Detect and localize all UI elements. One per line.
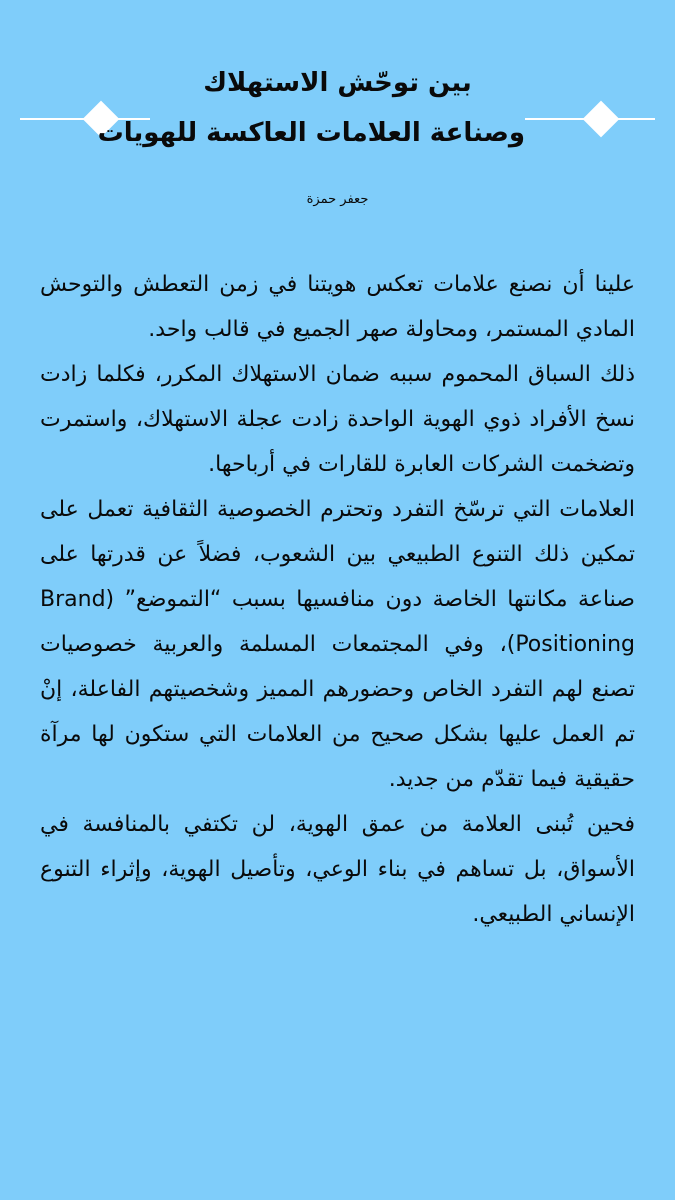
paragraph: فحين تُبنى العلامة من عمق الهوية، لن تكتفي بالمنافسة في الأسواق، بل تساهم في بناء الوعي، وتأصيل الهوية، وإثراء التنوع الإنساني الطبيعي.: [40, 812, 635, 927]
article-body: [40, 262, 635, 937]
diamond-ornament-icon: [583, 101, 620, 138]
title-line-1: بين توحّش الاستهلاك: [203, 68, 472, 98]
paragraph: علينا أن نصنع علامات تعكس هويتنا في زمن التعطش والتوحش المادي المستمر، ومحاولة صهر الجميع في قالب واحد.: [40, 272, 635, 342]
paragraph: ذلك السباق المحموم سببه ضمان الاستهلاك المكرر، فكلما زادت نسخ الأفراد ذوي الهوية الواحدة زادت عجلة الاستهلاك، واستمرت وتضخمت الشركات العابرة للقارات في أرباحها.: [40, 362, 635, 477]
paragraph: العلامات التي ترسّخ التفرد وتحترم الخصوصية الثقافية تعمل على تمكين ذلك التنوع الطبيعي بين الشعوب، فضلاً عن قدرتها على صناعة مكانتها الخاصة دون منافسيها بسبب “التموضع” (Brand Positioning)، وفي المجتمعات المسلمة والعربية خصوصيات تصنع لهم التفرد الخاص وحضورهم المميز وشخصيتهم الفاعلة، إنْ تم العمل عليها بشكل صحيح من العلامات التي ستكون لها مرآة حقيقية فيما تقدّم من جديد.: [40, 497, 635, 792]
title-line-2: وصناعة العلامات العاكسة للهويات: [97, 118, 525, 148]
article-title: [97, 58, 525, 158]
author-name: جعفر حمزة: [306, 192, 369, 207]
title-block: [0, 58, 675, 158]
